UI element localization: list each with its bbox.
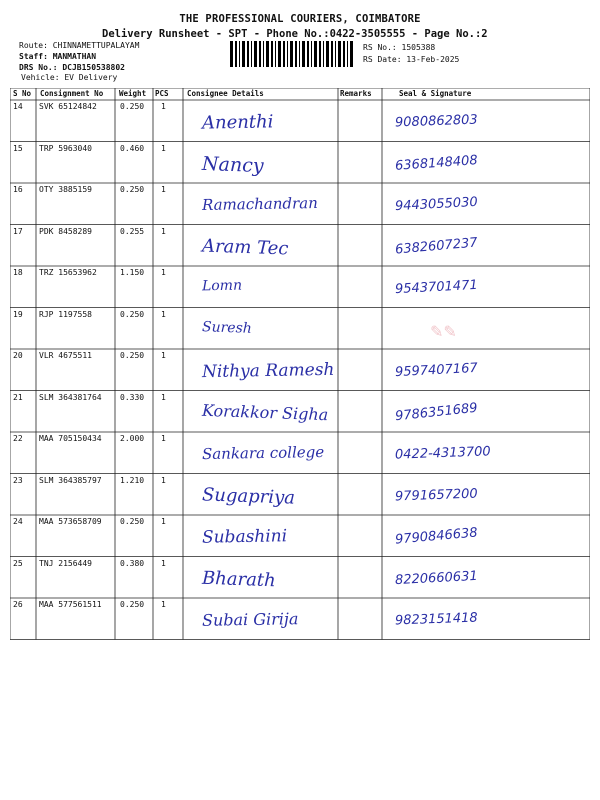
- row-sno: 22: [13, 434, 23, 443]
- row-weight: 0.250: [120, 309, 145, 319]
- seal-signature-phone: 9080862803: [394, 112, 478, 131]
- row-consignment-no: SLM 364385797: [39, 475, 102, 485]
- row-weight: 2.000: [120, 434, 145, 443]
- row-weight: 0.250: [120, 351, 145, 360]
- consignee-signature: Anenthi: [201, 111, 274, 134]
- row-consignment-no: PDK 8458289: [39, 226, 92, 236]
- company-title: THE PROFESSIONAL COURIERS, COIMBATORE: [179, 13, 421, 25]
- row-consignment-no: RJP 1197558: [39, 309, 92, 319]
- row-pcs: 1: [161, 268, 166, 277]
- row-weight: 0.250: [120, 600, 145, 609]
- row-pcs: 1: [161, 351, 166, 360]
- consignee-signature: Suresh: [201, 318, 253, 337]
- row-consignment-no: MAA 705150434: [39, 434, 102, 443]
- seal-signature-phone: 9597407167: [394, 360, 479, 381]
- consignee-signature: Sugapriya: [201, 483, 296, 509]
- row-weight: 0.330: [120, 392, 145, 402]
- col-consignment: Consignment No: [40, 89, 104, 98]
- col-weight: Weight: [119, 89, 147, 98]
- row-pcs: 1: [161, 392, 166, 402]
- row-sno: 20: [13, 351, 23, 360]
- vehicle-label: Vehicle: EV Delivery: [21, 73, 118, 82]
- row-sno: 17: [13, 226, 23, 236]
- row-consignment-no: SLM 364381764: [39, 392, 102, 402]
- row-sno: 16: [13, 185, 23, 194]
- rs-date: RS Date: 13-Feb-2025: [363, 55, 460, 64]
- row-consignment-no: MAA 577561511: [39, 600, 102, 609]
- row-weight: 0.250: [120, 185, 145, 194]
- row-sno: 14: [13, 102, 23, 111]
- row-consignment-no: SVK 65124842: [39, 102, 97, 111]
- drs-number: DRS No.: DCJB150538802: [19, 63, 125, 72]
- row-consignment-no: VLR 4675511: [39, 351, 92, 360]
- barcode: [230, 41, 354, 67]
- runsheet-title: Delivery Runsheet - SPT - Phone No.:0422-3505555 - Page No.:2: [102, 28, 488, 40]
- row-pcs: 1: [161, 226, 166, 236]
- row-weight: 1.150: [120, 268, 145, 277]
- row-pcs: 1: [161, 517, 166, 526]
- col-consignee: Consignee Details: [187, 89, 264, 98]
- faint-stamp-mark: ✎✎: [430, 321, 457, 341]
- row-sno: 21: [13, 392, 23, 402]
- row-sno: 15: [13, 143, 23, 153]
- row-consignment-no: OTY 3885159: [39, 185, 92, 194]
- row-weight: 0.460: [120, 143, 145, 153]
- consignee-signature: Nithya Ramesh: [201, 359, 335, 383]
- row-consignment-no: TNJ 2156449: [39, 558, 92, 568]
- seal-signature-phone: 0422-4313700: [394, 444, 491, 463]
- row-pcs: 1: [161, 600, 166, 609]
- col-seal-signature: Seal & Signature: [399, 89, 472, 98]
- seal-signature-phone: 8220660631: [394, 568, 479, 588]
- consignee-signature: Ramachandran: [201, 193, 318, 215]
- row-sno: 23: [13, 475, 23, 485]
- seal-signature-phone: 9543701471: [394, 277, 479, 298]
- row-pcs: 1: [161, 102, 166, 111]
- staff-label: Staff: MANMATHAN: [19, 52, 97, 61]
- consignee-signature: Nancy: [201, 152, 264, 177]
- row-consignment-no: TRP 5963040: [39, 143, 92, 153]
- col-sno: S No: [13, 89, 32, 98]
- consignee-signature: Sankara college: [201, 442, 325, 464]
- row-sno: 18: [13, 268, 23, 277]
- row-weight: 0.250: [120, 517, 145, 526]
- consignee-signature: Korakkor Sigha: [201, 400, 329, 424]
- consignee-signature: Subai Girija: [201, 609, 299, 630]
- row-pcs: 1: [161, 475, 166, 485]
- seal-signature-phone: 6382607237: [394, 234, 479, 258]
- seal-signature-phone: 9786351689: [394, 400, 479, 424]
- col-remarks: Remarks: [340, 89, 372, 98]
- col-pcs: PCS: [155, 89, 169, 98]
- row-pcs: 1: [161, 309, 166, 319]
- seal-signature-phone: 9791657200: [394, 486, 478, 504]
- seal-signature-phone: 9443055030: [394, 194, 479, 215]
- row-weight: 0.250: [120, 102, 145, 111]
- row-consignment-no: TRZ 15653962: [39, 268, 97, 277]
- route-label: Route: CHINNAMETTUPALAYAM: [19, 41, 140, 50]
- row-pcs: 1: [161, 434, 166, 443]
- row-weight: 0.255: [120, 226, 145, 236]
- row-sno: 26: [13, 600, 23, 609]
- rs-number: RS No.: 1505388: [363, 43, 436, 52]
- row-pcs: 1: [161, 558, 166, 568]
- consignee-signature: Bharath: [201, 567, 277, 591]
- row-consignment-no: MAA 573658709: [39, 517, 102, 526]
- row-sno: 19: [13, 309, 23, 319]
- seal-signature-phone: 9790846638: [394, 525, 479, 548]
- row-sno: 25: [13, 558, 23, 568]
- consignee-signature: Subashini: [201, 526, 288, 548]
- row-weight: 1.210: [120, 475, 145, 485]
- seal-signature-phone: 9823151418: [394, 610, 478, 629]
- row-weight: 0.380: [120, 558, 145, 568]
- row-pcs: 1: [161, 143, 166, 153]
- row-sno: 24: [13, 517, 23, 526]
- consignee-signature: Aram Tec: [201, 234, 289, 260]
- seal-signature-phone: 6368148408: [394, 152, 479, 174]
- row-pcs: 1: [161, 185, 166, 194]
- consignee-signature: Lomn: [201, 277, 243, 295]
